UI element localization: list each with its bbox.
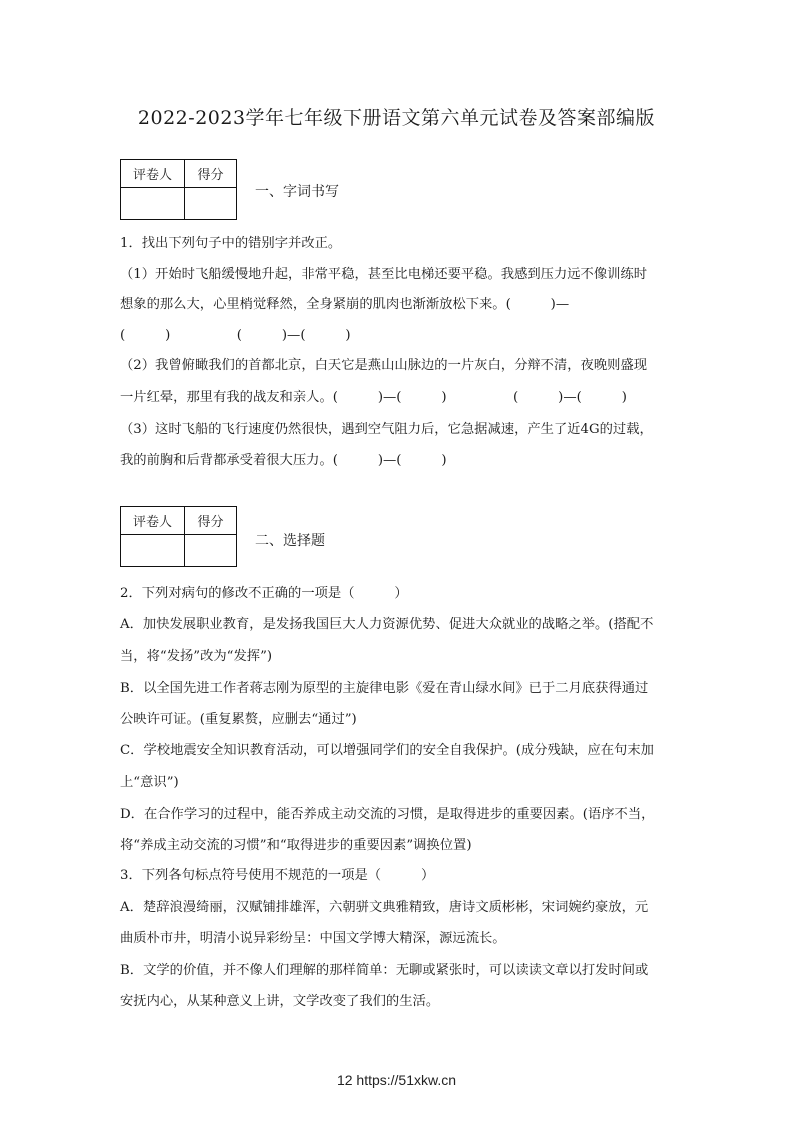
- question-line: B．文学的价值，并不像人们理解的那样简单：无聊或紧张时，可以读读文章以打发时间或: [120, 963, 649, 978]
- question-line: C．学校地震安全知识教育活动，可以增强同学们的安全自我保护。(成分残缺，应在句末加: [120, 743, 654, 758]
- score-table-2: [120, 506, 237, 567]
- question-line: D．在合作学习的过程中，能否养成主动交流的习惯，是取得进步的重要因素。(语序不当，: [120, 807, 655, 822]
- question-line: A．加快发展职业教育，是发扬我国巨大人力资源优势、促进大众就业的战略之举。(搭配不: [120, 617, 654, 632]
- reviewer-header: 评卷人: [121, 507, 185, 535]
- question-line: （1）开始时飞船缓慢地升起，非常平稳，甚至比电梯还要平稳。我感到压力远不像训练时: [120, 267, 648, 282]
- question-line: A．楚辞浪漫绮丽，汉赋铺排雄浑，六朝骈文典雅精致，唐诗文质彬彬，宋词婉约豪放，元: [120, 900, 649, 915]
- question-line: 3．下列各句标点符号使用不规范的一项是（ ）: [120, 868, 435, 883]
- page-footer: 12 https://51xkw.cn: [336, 1072, 457, 1088]
- page-title: 2022-2023学年七年级下册语文第六单元试卷及答案部编版: [137, 107, 656, 129]
- reviewer-cell: [121, 188, 185, 220]
- question-line: 当，将“发扬”改为“发挥”): [120, 649, 273, 664]
- question-line: 安抚内心，从某种意义上讲，文学改变了我们的生活。: [120, 994, 440, 1009]
- score-cell: [185, 188, 237, 220]
- question-line: 2．下列对病句的修改不正确的一项是（ ）: [120, 586, 408, 601]
- question-line: 我的前胸和后背都承受着很大压力。( )—( ): [120, 453, 447, 468]
- reviewer-header: 评卷人: [121, 160, 185, 188]
- question-line: 一片红晕，那里有我的战友和亲人。( )—( ) ( )—( ): [120, 390, 627, 405]
- reviewer-cell: [121, 535, 185, 567]
- score-header: 得分: [185, 507, 237, 535]
- question-line: 1．找出下列句子中的错别字并改正。: [120, 236, 342, 251]
- question-line: ( ) ( )—( ): [120, 328, 351, 343]
- question-line: B．以全国先进工作者蒋志刚为原型的主旋律电影《爱在青山绿水间》已于二月底获得通过: [120, 681, 649, 696]
- score-table-1: [120, 159, 237, 220]
- score-header: 得分: [185, 160, 237, 188]
- section-title-2: 二、选择题: [255, 533, 325, 549]
- score-cell: [185, 535, 237, 567]
- question-line: 曲质朴市井，明清小说异彩纷呈：中国文学博大精深，源远流长。: [120, 931, 506, 946]
- question-line: （2）我曾俯瞰我们的首都北京，白天它是燕山山脉边的一片灰白，分辩不清，夜晚则盛现: [120, 358, 648, 373]
- question-line: 将“养成主动交流的习惯”和“取得进步的重要因素”调换位置): [120, 838, 472, 853]
- question-line: 想象的那么大，心里梢觉释然，全身紧崩的肌肉也渐渐放松下来。( )—: [120, 297, 570, 312]
- question-line: （3）这时飞船的飞行速度仍然很快，遇到空气阻力后，它急据减速，产生了近4G的过载，: [120, 422, 653, 437]
- question-line: 上“意识”): [120, 775, 179, 790]
- section-title-1: 一、字词书写: [255, 184, 339, 200]
- question-line: 公映许可证。(重复累赘，应删去“通过”): [120, 712, 357, 727]
